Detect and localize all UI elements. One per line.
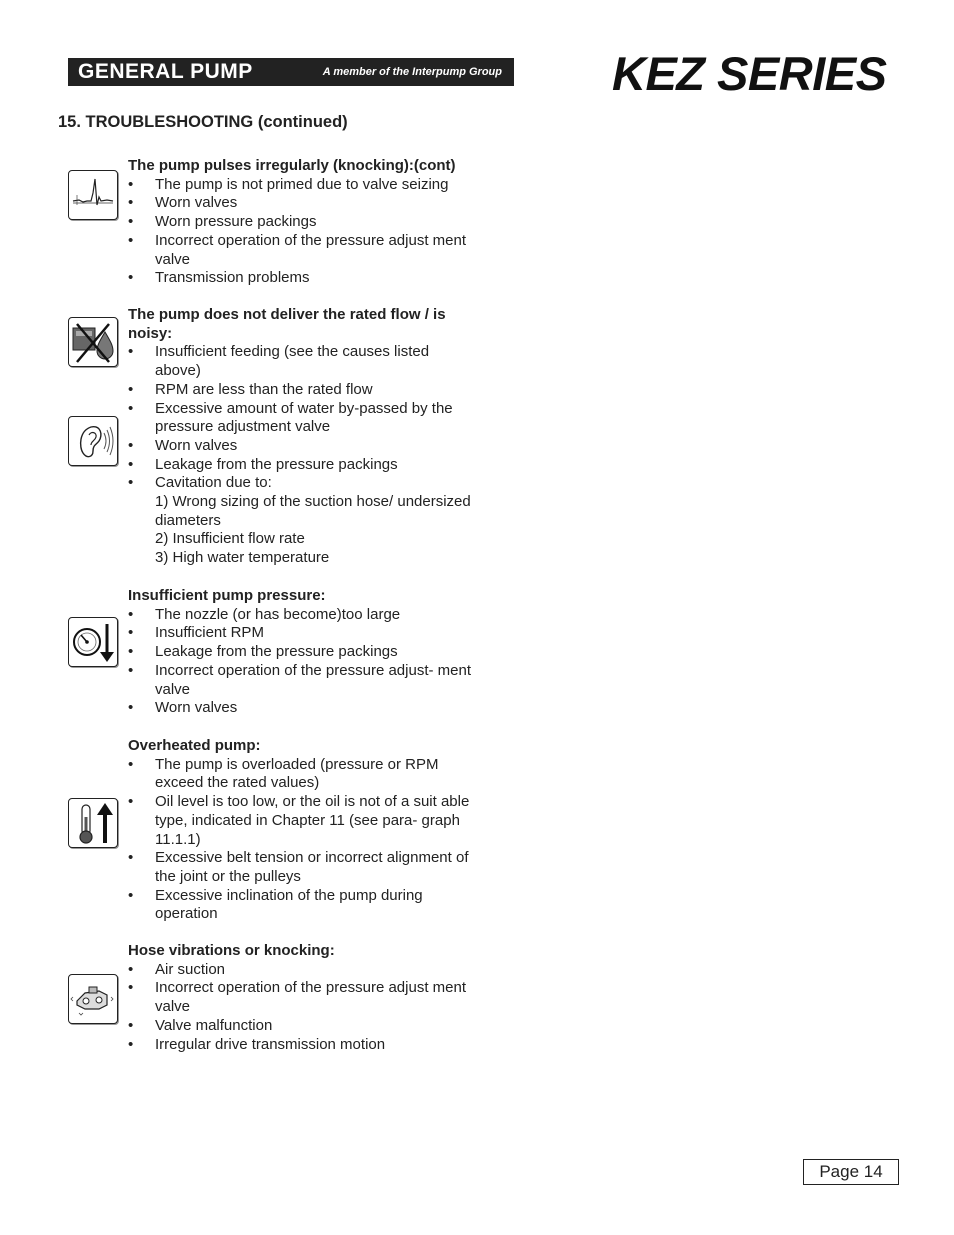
no-flow-icon (68, 317, 118, 367)
list-item: • The nozzle (or has become)too large (128, 605, 401, 623)
list-item: • Excessive amount of water by-passed by the pressure adjustment valve (128, 399, 453, 436)
list-item: • Worn pressure packings (128, 213, 317, 231)
section-hose-vibrations (128, 942, 478, 1054)
vibrating-pump-icon (68, 974, 118, 1024)
list-item: • Excessive belt tension or incorrect alignment of the joint or the pulleys (128, 849, 469, 885)
list-item: • Worn valves (128, 699, 238, 717)
list-item: • Insufficient RPM (128, 624, 264, 642)
list-item: • Cavitation due to: 1) Wrong sizing of the suction hose/ undersized diameters 2) Insufficient flow rate 3) High water temperature (128, 474, 478, 568)
brand-tagline: A member of the Interpump Group (322, 66, 502, 78)
cause-list (128, 606, 478, 718)
list-item: • Worn valves (128, 194, 238, 212)
cause-list (128, 176, 478, 288)
cause-list (128, 343, 478, 567)
list-item: • RPM are less than the rated flow (128, 380, 373, 398)
section-low-pressure (128, 587, 478, 718)
list-item: • Air suction (128, 960, 226, 978)
list-item: • Leakage from the pressure packings (128, 455, 398, 473)
list-item: • The pump is overloaded (pressure or RPM exceed the rated values) (128, 755, 439, 792)
thermometer-up-icon (68, 798, 118, 848)
section-heading: The pump does not deliver the rated flow / is noisy: (128, 306, 446, 342)
page-number: Page 14 (803, 1159, 899, 1185)
section-heading: Hose vibrations or knocking: (128, 942, 335, 959)
list-item: • Oil level is too low, or the oil is not of a suit able type, indicated in Chapter 11 (see para- graph 11.1.1) (128, 793, 470, 848)
brand-header-bar (68, 58, 514, 86)
series-title: KEZ SERIES (612, 47, 887, 100)
section-heading: The pump pulses irregularly (knocking):(cont) (128, 157, 456, 174)
section-irregular-pulse (128, 157, 478, 288)
list-item: • The pump is not primed due to valve seizing (128, 175, 449, 193)
list-item: • Excessive inclination of the pump during operation (128, 886, 423, 923)
list-item: • Incorrect operation of the pressure adjust- ment valve (128, 661, 471, 698)
section-title: 15. TROUBLESHOOTING (continued) (58, 113, 348, 131)
list-item: • Irregular drive transmission motion (128, 1035, 386, 1053)
ear-noise-icon (68, 416, 118, 466)
list-item: • Incorrect operation of the pressure adjust ment valve (128, 979, 467, 1016)
section-low-flow-noisy (128, 306, 478, 568)
list-item: • Transmission problems (128, 269, 310, 287)
cause-list (128, 756, 478, 924)
list-item: • Insufficient feeding (see the causes listed above) (128, 343, 430, 380)
cavitation-cause: 3) High water temperature (155, 549, 330, 567)
cavitation-cause: 1) Wrong sizing of the suction hose/ undersized diameters (155, 493, 471, 529)
cavitation-cause: 2) Insufficient flow rate (155, 530, 305, 548)
section-heading: Insufficient pump pressure: (128, 587, 326, 604)
section-heading: Overheated pump: (128, 737, 261, 754)
pressure-gauge-down-icon (68, 617, 118, 667)
brand-name: GENERAL PUMP (78, 60, 253, 83)
list-item: • Leakage from the pressure packings (128, 643, 398, 661)
list-item: • Valve malfunction (128, 1016, 273, 1034)
list-item: • Worn valves (128, 436, 238, 454)
section-overheated (128, 737, 478, 924)
list-item: • Incorrect operation of the pressure adjust ment valve (128, 231, 467, 268)
cause-list (128, 961, 478, 1055)
pulse-waveform-icon (68, 170, 118, 220)
